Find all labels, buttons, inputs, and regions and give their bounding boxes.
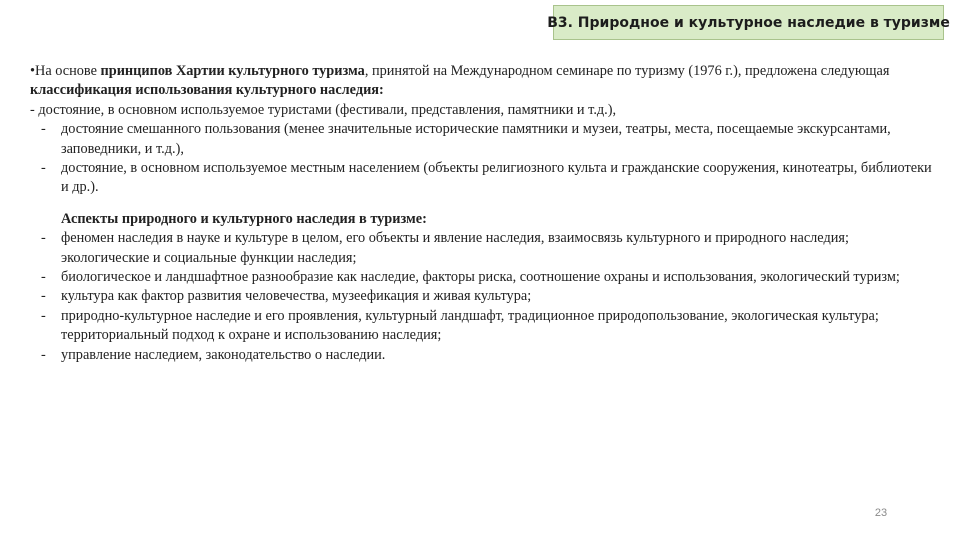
intro-middle: , принятой на Международном семинаре по туризму (1976 г.), предложена следующая xyxy=(364,63,890,79)
dash-marker: - xyxy=(41,307,46,324)
classification-item-1: - достояние, в основном используемое туристами (фестивали, представления, памятники и т.д.), xyxy=(30,101,617,118)
intro-bold-charter: принципов Хартии культурного туризма xyxy=(100,63,365,79)
aspects-item-text: феномен наследия в науке и культуре в целом, его объекты и явление наследия, взаимосвязь культурного и природного наследия; экологические и социальные функции наследия; xyxy=(61,230,849,266)
classification-item-text: достояние, в основном используемое местным населением (объекты религиозного культа и гражданские сооружения, кинотеатры, библиотеки и др.). xyxy=(61,160,932,196)
classification-item-3 xyxy=(30,159,935,198)
dash-marker: - xyxy=(41,160,46,177)
aspects-item-5 xyxy=(30,346,935,365)
classification-item-text: достояние смешанного пользования (менее значительные исторические памятники и музеи, театры, места, посещаемые экскурсантами, заповедники, и т.д.), xyxy=(61,121,891,157)
dash-marker: - xyxy=(41,121,46,138)
aspects-heading: Аспекты природного и культурного наследия в туризме: xyxy=(61,210,427,227)
page-number: 23 xyxy=(874,507,888,519)
aspects-item-text: природно-культурное наследие и его проявления, культурный ландшафт, традиционное природопользование, экологическая культура; территориальный подход к охране и использованию наследия; xyxy=(61,307,879,344)
slide-body xyxy=(30,62,935,365)
aspects-item-text: культура как фактор развития человечества, музеефикация и живая культура; xyxy=(61,288,532,305)
classification-item-2 xyxy=(30,120,935,159)
aspects-item-3 xyxy=(30,287,935,306)
dash-marker: - xyxy=(41,288,46,305)
dash-marker: - xyxy=(41,346,46,363)
dash-marker: - xyxy=(41,230,46,247)
aspects-item-2 xyxy=(30,268,935,287)
slide-title: В3. Природное и культурное наследие в туризме xyxy=(553,5,944,40)
aspects-item-4 xyxy=(30,307,935,346)
dash-marker: - xyxy=(41,269,46,286)
aspects-item-text: биологическое и ландшафтное разнообразие как наследие, факторы риска, соотношение охраны и использования, экологический туризм; xyxy=(61,269,900,286)
intro-prefix: •На основе xyxy=(30,63,101,79)
aspects-item-1 xyxy=(30,229,935,268)
intro-bold-classification: классификация использования культурного наследия: xyxy=(30,82,384,99)
intro-paragraph xyxy=(30,62,935,101)
aspects-item-text: управление наследием, законодательство о наследии. xyxy=(61,346,386,363)
